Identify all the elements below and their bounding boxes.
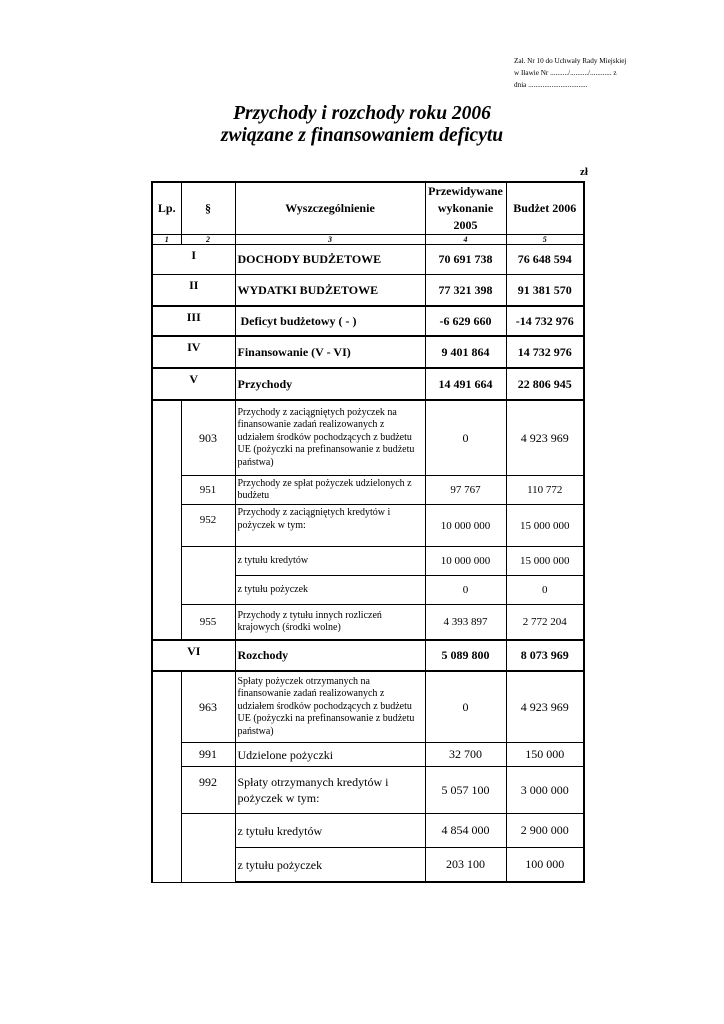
document-title xyxy=(0,103,724,147)
attachment-note xyxy=(514,55,714,91)
row-budget: 150 000 xyxy=(506,743,584,767)
section-lp: IV xyxy=(152,336,235,368)
column-number: 1 xyxy=(152,235,181,245)
row-forecast: 203 100 xyxy=(425,848,506,883)
paragraph-code: 992 xyxy=(181,767,235,814)
currency-unit: zł xyxy=(580,166,588,178)
row-desc: Udzielone pożyczki xyxy=(235,743,425,767)
title-line-1: Przychody i rozchody roku 2006 xyxy=(233,103,491,124)
row-forecast: 4 854 000 xyxy=(425,814,506,848)
row-forecast: 0 xyxy=(425,400,506,476)
income-row-955 xyxy=(152,605,584,641)
row-budget: 2 772 204 xyxy=(506,605,584,641)
section-desc: WYDATKI BUDŻETOWE xyxy=(235,275,425,307)
row-desc: Przychody ze spłat pożyczek udzielonych z budżetu xyxy=(235,476,425,505)
expense-row-963 xyxy=(152,671,584,743)
expense-row-credits xyxy=(152,814,584,848)
section-desc: Rozchody xyxy=(235,640,425,671)
column-numbers-row xyxy=(152,235,584,245)
header-budget-2006: Budżet 2006 xyxy=(506,182,584,235)
header-description: Wyszczególnienie xyxy=(235,182,425,235)
section-budget: 91 381 570 xyxy=(506,275,584,307)
row-budget: 4 923 969 xyxy=(506,400,584,476)
note-line-2: w Iławie Nr ........../........../............ z xyxy=(514,69,617,77)
section-budget: 14 732 976 xyxy=(506,336,584,368)
section-budget: 8 073 969 xyxy=(506,640,584,671)
section-row-income xyxy=(152,245,584,275)
section-lp: I xyxy=(152,245,235,275)
row-budget: 3 000 000 xyxy=(506,767,584,814)
paragraph-code: 955 xyxy=(181,605,235,641)
section-forecast: 5 089 800 xyxy=(425,640,506,671)
lp-empty-cell xyxy=(152,671,181,882)
row-forecast: 0 xyxy=(425,576,506,605)
section-desc: Finansowanie (V - VI) xyxy=(235,336,425,368)
row-budget: 15 000 000 xyxy=(506,505,584,547)
section-budget: 22 806 945 xyxy=(506,368,584,400)
row-forecast: 10 000 000 xyxy=(425,505,506,547)
section-budget: -14 732 976 xyxy=(506,306,584,336)
row-desc: z tytułu kredytów xyxy=(235,547,425,576)
paragraph-code: 963 xyxy=(181,671,235,743)
section-row-outflows xyxy=(152,640,584,671)
budget-table xyxy=(151,181,585,883)
section-row-financing xyxy=(152,336,584,368)
row-desc: z tytułu pożyczek xyxy=(235,576,425,605)
section-lp: III xyxy=(152,306,235,336)
column-number: 4 xyxy=(425,235,506,245)
section-row-revenues xyxy=(152,368,584,400)
paragraph-code: 991 xyxy=(181,743,235,767)
row-desc: Przychody z tytułu innych rozliczeń krajowych (środki wolne) xyxy=(235,605,425,641)
row-budget: 4 923 969 xyxy=(506,671,584,743)
header-forecast-2005: Przewidywane wykonanie 2005 xyxy=(425,182,506,235)
section-desc: DOCHODY BUDŻETOWE xyxy=(235,245,425,275)
row-forecast: 5 057 100 xyxy=(425,767,506,814)
paragraph-code-empty xyxy=(181,814,235,883)
section-budget: 76 648 594 xyxy=(506,245,584,275)
section-desc: Przychody xyxy=(235,368,425,400)
paragraph-code: 952 xyxy=(181,505,235,547)
section-forecast: 77 321 398 xyxy=(425,275,506,307)
row-desc: z tytułu kredytów xyxy=(235,814,425,848)
row-desc: Przychody z zaciągniętych pożyczek na finansowanie zadań realizowanych z udziałem środków pochodzących z budżetu UE (pożyczki na prefinansowanie z budżetu państwa) xyxy=(235,400,425,476)
row-forecast: 10 000 000 xyxy=(425,547,506,576)
income-row-952 xyxy=(152,505,584,547)
section-lp: II xyxy=(152,275,235,307)
header-paragraph: § xyxy=(181,182,235,235)
section-desc: Deficyt budżetowy ( - ) xyxy=(235,306,425,336)
row-budget: 110 772 xyxy=(506,476,584,505)
note-line-1: Zał. Nr 10 do Uchwały Rady Miejskiej xyxy=(514,57,627,65)
paragraph-code-empty xyxy=(181,547,235,605)
column-number: 3 xyxy=(235,235,425,245)
section-forecast: -6 629 660 xyxy=(425,306,506,336)
section-forecast: 9 401 864 xyxy=(425,336,506,368)
row-budget: 0 xyxy=(506,576,584,605)
expense-row-992 xyxy=(152,767,584,814)
section-forecast: 14 491 664 xyxy=(425,368,506,400)
income-row-credits xyxy=(152,547,584,576)
row-desc: Spłaty pożyczek otrzymanych na finansowanie zadań realizowanych z udziałem środków pochodzących z budżetu UE (pożyczki na prefinansowanie z budżetu państwa) xyxy=(235,671,425,743)
income-row-951 xyxy=(152,476,584,505)
header-lp: Lp. xyxy=(152,182,181,235)
paragraph-code: 903 xyxy=(181,400,235,476)
section-lp: V xyxy=(152,368,235,400)
income-row-903 xyxy=(152,400,584,476)
title-line-2: związane z finansowaniem deficytu xyxy=(220,125,504,146)
expense-row-991 xyxy=(152,743,584,767)
column-number: 5 xyxy=(506,235,584,245)
row-forecast: 32 700 xyxy=(425,743,506,767)
paragraph-code: 951 xyxy=(181,476,235,505)
table-header-row xyxy=(152,182,584,235)
row-forecast: 4 393 897 xyxy=(425,605,506,641)
row-desc: Spłaty otrzymanych kredytów i pożyczek w tym: xyxy=(235,767,425,814)
row-desc: Przychody z zaciągniętych kredytów i pożyczek w tym: xyxy=(235,505,425,547)
lp-empty-cell xyxy=(152,400,181,640)
row-budget: 2 900 000 xyxy=(506,814,584,848)
note-line-3: dnia ................................. xyxy=(514,81,588,89)
row-desc: z tytułu pożyczek xyxy=(235,848,425,883)
section-lp: VI xyxy=(152,640,235,671)
section-row-deficit xyxy=(152,306,584,336)
row-forecast: 0 xyxy=(425,671,506,743)
row-budget: 100 000 xyxy=(506,848,584,883)
column-number: 2 xyxy=(181,235,235,245)
section-row-expenses xyxy=(152,275,584,307)
section-forecast: 70 691 738 xyxy=(425,245,506,275)
row-forecast: 97 767 xyxy=(425,476,506,505)
row-budget: 15 000 000 xyxy=(506,547,584,576)
